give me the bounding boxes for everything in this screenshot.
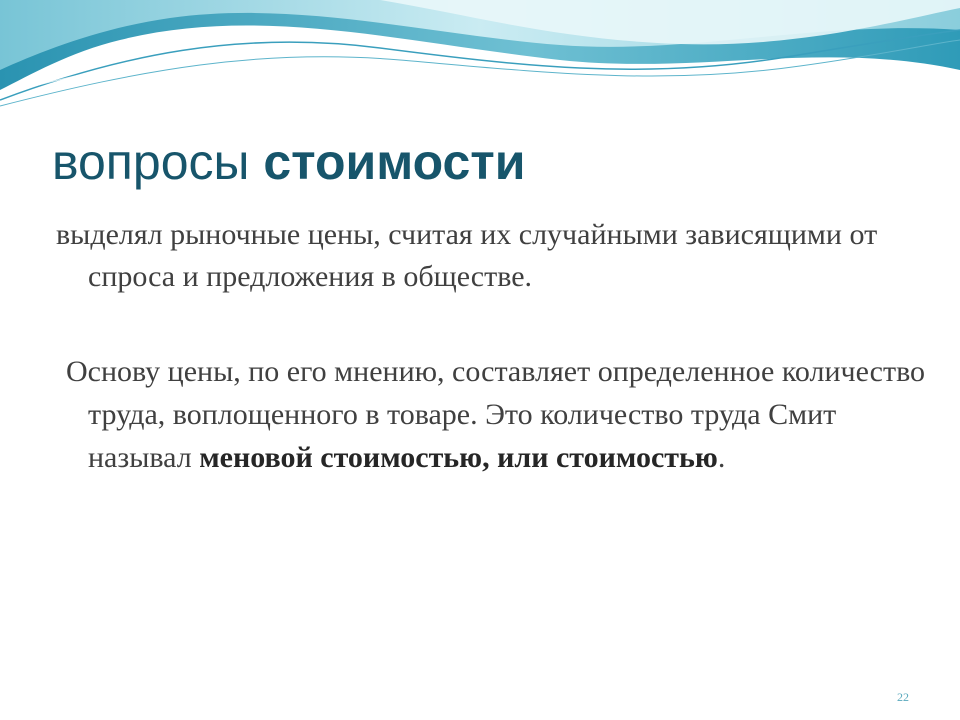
paragraph-price-basis-end: . <box>717 441 726 474</box>
paragraph-price-basis-text: Основу цены, по его мнению, составляет определенное количество труда, воплощенного в товаре. Это количество труда Смит называл <box>66 355 926 474</box>
paragraph-market-prices: выделял рыночные цены, считая их случайными зависящими от спроса и предложения в обществе. <box>56 218 878 293</box>
page-number: 22 <box>897 690 909 704</box>
paragraph-price-basis <box>66 350 938 479</box>
exchange-value-term: меновой стоимостью, или стоимостью <box>199 441 718 474</box>
header-wave-decoration <box>0 0 960 120</box>
slide-title-bold: стоимости <box>263 134 526 190</box>
slide-title-regular: вопросы <box>52 134 250 190</box>
slide-title <box>52 130 526 194</box>
